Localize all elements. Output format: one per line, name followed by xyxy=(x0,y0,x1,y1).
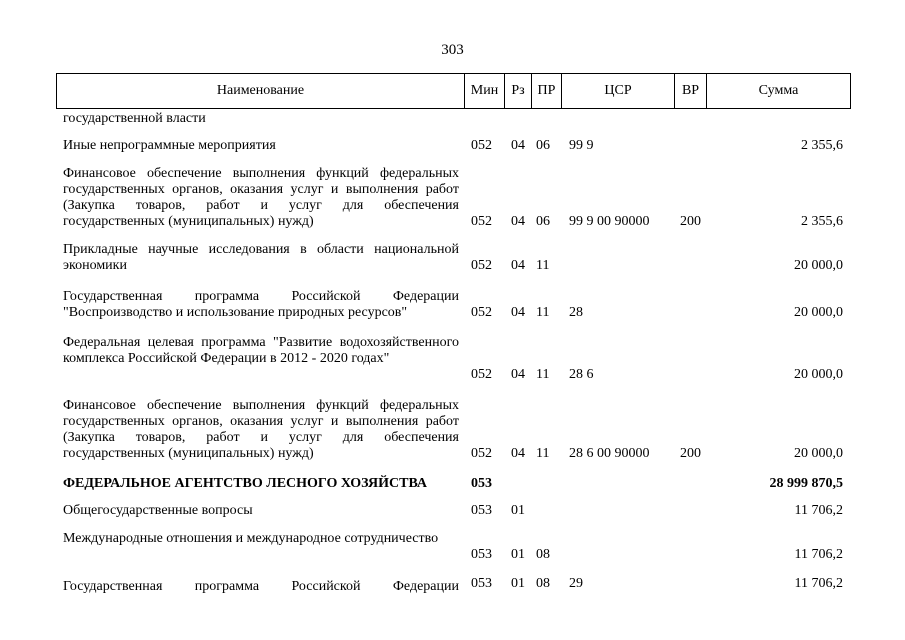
row-pr: 11 xyxy=(536,446,550,461)
row-sum: 2 355,6 xyxy=(801,138,843,153)
row-min: 052 xyxy=(471,214,492,229)
row-pr: 11 xyxy=(536,305,550,320)
row-pr: 06 xyxy=(536,214,550,229)
header-name: Наименование xyxy=(57,74,465,108)
row-min: 052 xyxy=(471,138,492,153)
row-csr: 28 xyxy=(569,305,583,320)
row-rz: 04 xyxy=(511,367,525,382)
row-csr: 99 9 00 90000 xyxy=(569,214,650,229)
row-pr: 11 xyxy=(536,367,550,382)
row-rz: 04 xyxy=(511,446,525,461)
row-vr: 200 xyxy=(680,214,701,229)
row-csr: 28 6 00 90000 xyxy=(569,446,650,461)
row-name: Государственная программа Российской Федерации "Воспроизводство и использование природных ресурсов" xyxy=(63,289,459,320)
row-rz: 04 xyxy=(511,258,525,273)
row-vr: 200 xyxy=(680,446,701,461)
row-name: Федеральная целевая программа "Развитие водохозяйственного комплекса Российской Федерации в 2012 - 2020 годах" xyxy=(63,335,459,366)
header-vr: ВР xyxy=(675,74,707,108)
row-sum: 11 706,2 xyxy=(794,503,843,518)
row-name: Иные непрограммные мероприятия xyxy=(63,138,276,153)
row-rz: 01 xyxy=(511,547,525,562)
row-pr: 11 xyxy=(536,258,550,273)
row-min: 053 xyxy=(471,476,492,491)
row-csr: 28 6 xyxy=(569,367,594,382)
row-sum: 28 999 870,5 xyxy=(769,476,843,491)
row-min: 052 xyxy=(471,258,492,273)
row-rz: 01 xyxy=(511,503,525,518)
row-sum: 11 706,2 xyxy=(794,547,843,562)
row-sum: 20 000,0 xyxy=(794,258,843,273)
row-name: Общегосударственные вопросы xyxy=(63,503,253,518)
row-name: Финансовое обеспечение выполнения функций федеральных государственных органов, оказания услуг и выполнения работ (Закупка товаров, работ и услуг для обеспечения государственных (муниципальных) нужд) xyxy=(63,166,459,229)
row-pr: 08 xyxy=(536,547,550,562)
row-min: 053 xyxy=(471,576,492,591)
row-name: Прикладные научные исследования в области национальной экономики xyxy=(63,242,459,273)
row-sum: 20 000,0 xyxy=(794,305,843,320)
row-rz: 04 xyxy=(511,305,525,320)
header-csr: ЦСР xyxy=(562,74,675,108)
page-number: 303 xyxy=(441,42,464,58)
header-pr: ПР xyxy=(532,74,562,108)
row-name: ФЕДЕРАЛЬНОЕ АГЕНТСТВО ЛЕСНОГО ХОЗЯЙСТВА xyxy=(63,476,428,491)
row-rz: 04 xyxy=(511,214,525,229)
row-sum: 20 000,0 xyxy=(794,446,843,461)
header-min: Мин xyxy=(465,74,505,108)
header-rz: Рз xyxy=(505,74,532,108)
row-name: государственной власти xyxy=(63,111,206,126)
row-pr: 06 xyxy=(536,138,550,153)
row-min: 052 xyxy=(471,446,492,461)
row-sum: 2 355,6 xyxy=(801,214,843,229)
row-min: 053 xyxy=(471,503,492,518)
row-name: Государственная программа Российской Федерации xyxy=(63,579,459,594)
row-min: 052 xyxy=(471,367,492,382)
row-sum: 11 706,2 xyxy=(794,576,843,591)
row-csr: 29 xyxy=(569,576,583,591)
row-name: Международные отношения и международное сотрудничество xyxy=(63,531,439,546)
row-rz: 01 xyxy=(511,576,525,591)
row-min: 052 xyxy=(471,305,492,320)
table-header xyxy=(56,73,851,109)
row-name: Финансовое обеспечение выполнения функций федеральных государственных органов, оказания услуг и выполнения работ (Закупка товаров, работ и услуг для обеспечения государственных (муниципальных) нужд) xyxy=(63,398,459,461)
row-rz: 04 xyxy=(511,138,525,153)
row-sum: 20 000,0 xyxy=(794,367,843,382)
row-min: 053 xyxy=(471,547,492,562)
row-csr: 99 9 xyxy=(569,138,594,153)
header-sum: Сумма xyxy=(758,83,799,98)
row-pr: 08 xyxy=(536,576,550,591)
